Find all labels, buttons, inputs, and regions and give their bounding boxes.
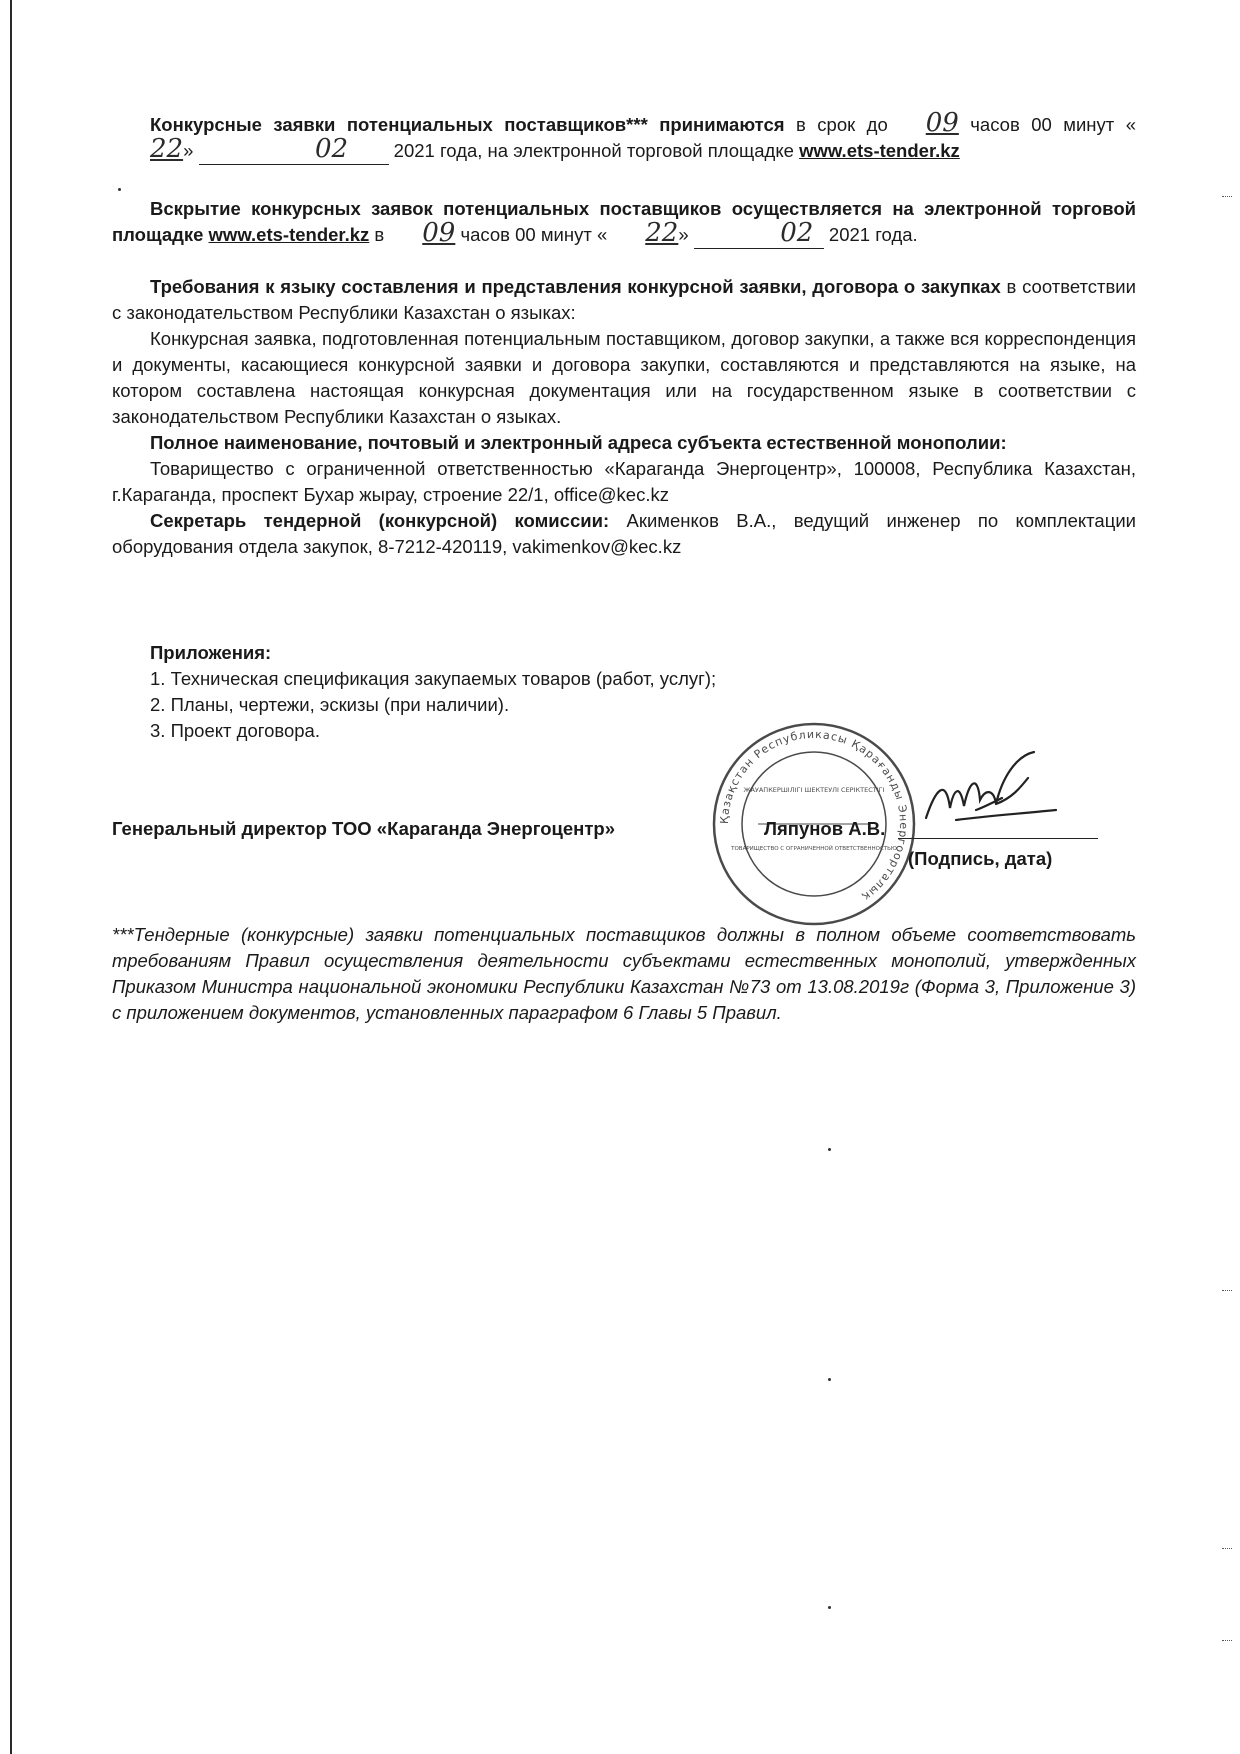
scan-edge-mark [1222, 1290, 1232, 1291]
scan-left-edge [10, 0, 12, 1754]
month-blank-2 [694, 218, 824, 249]
submission-deadline-paragraph: Конкурсные заявки потенциальных поставщиков*** принимаются в срок до 09 часов 00 минут «22» 02 2021 года, на электронной торговой площадке www.ets-tender.kz [112, 112, 1136, 165]
secretary-paragraph: Секретарь тендерной (конкурсной) комиссии: Акименков В.А., ведущий инженер по комплектации оборудования отдела закупок, 8-7212-420119, vakimenkov@kec.kz [112, 510, 1136, 557]
ets-tender-link-2[interactable]: www.ets-tender.kz [208, 224, 370, 245]
stamp-ring-text: Қазақстан Республикасы Қарағанды Энергоорталық [717, 727, 911, 904]
director-name: Ляпунов А.В. [764, 818, 886, 839]
scan-speck [828, 1148, 831, 1151]
footnote-block [112, 922, 1136, 1026]
scan-speck [828, 1606, 831, 1609]
monopoly-name-heading: Полное наименование, почтовый и электронный адреса субъекта естественной монополии: [150, 432, 1007, 453]
handwritten-month: 02 [314, 134, 349, 164]
opening-paragraph: Вскрытие конкурсных заявок потенциальных поставщиков осуществляется на электронной торговой площадке www.ets-tender.kz в 09 часов 00 минут « 22» 02 2021 года. [112, 198, 1136, 248]
handwritten-month-2: 02 [780, 218, 814, 248]
scan-edge-mark [1222, 196, 1232, 197]
appendix-item: 1. Техническая спецификация закупаемых товаров (работ, услуг); [150, 668, 717, 689]
appendix-item: 3. Проект договора. [150, 720, 320, 741]
handwritten-day: 22 [150, 134, 184, 164]
scan-edge-mark [1222, 1640, 1232, 1641]
director-signature [916, 748, 1066, 840]
handwritten-hour-2: 09 [422, 218, 456, 248]
language-details-paragraph: Конкурсная заявка, подготовленная потенциальным поставщиком, договор закупки, а также вся корреспонденция и документы, касающиеся конкурсной заявки и договора закупки, составляются и представляются на языке, на котором составлена настоящая конкурсная документация или на государственном языке в соответствии с законодательством Республики Казахстан о языках. [112, 328, 1136, 427]
language-requirements-paragraph: Требования к языку составления и представления конкурсной заявки, договора о закупках в соответствии с законодательством Республики Казахстан о языках: [112, 276, 1136, 323]
requirements-section [112, 274, 1136, 560]
signature-caption: (Подпись, дата) [908, 848, 1053, 869]
stamp-inner-top: ЖАУАПКЕРШІЛІГІ ШЕКТЕУЛІ СЕРІКТЕСТІГІ [743, 786, 885, 794]
footnote-text: ***Тендерные (конкурсные) заявки потенциальных поставщиков должны в полном объеме соответствовать требованиям Правил осуществления деятельности субъектами естественных монополий, утвержденных Приказом Министра национальной экономики Республики Казахстан №73 от 13.08.2019г (Форма 3, Приложение 3) с приложением документов, установленных параграфом 6 Главы 5 Правил. [112, 924, 1136, 1023]
handwritten-day-2: 22 [645, 218, 679, 248]
scan-speck [118, 188, 121, 191]
director-title: Генеральный директор ТОО «Караганда Энергоцентр» [112, 818, 615, 839]
handwritten-hour: 09 [925, 108, 959, 138]
month-blank [199, 134, 389, 165]
stamp-inner-bottom: ТОВАРИЩЕСТВО С ОГРАНИЧЕННОЙ ОТВЕТСТВЕННОСТЬЮ [731, 846, 897, 852]
appendix-section [112, 640, 1136, 744]
submission-bold-text: Конкурсные заявки потенциальных поставщиков*** принимаются [150, 114, 785, 135]
scan-speck [828, 1378, 831, 1381]
company-address-paragraph: Товарищество с ограниченной ответственностью «Караганда Энергоцентр», 100008, Республика Казахстан, г.Караганда, проспект Бухар жырау, строение 22/1, office@kec.kz [112, 458, 1136, 505]
scan-edge-mark [1222, 1548, 1232, 1549]
appendix-item: 2. Планы, чертежи, эскизы (при наличии). [150, 694, 510, 715]
appendix-heading: Приложения: [150, 642, 272, 663]
ets-tender-link[interactable]: www.ets-tender.kz [799, 140, 960, 161]
